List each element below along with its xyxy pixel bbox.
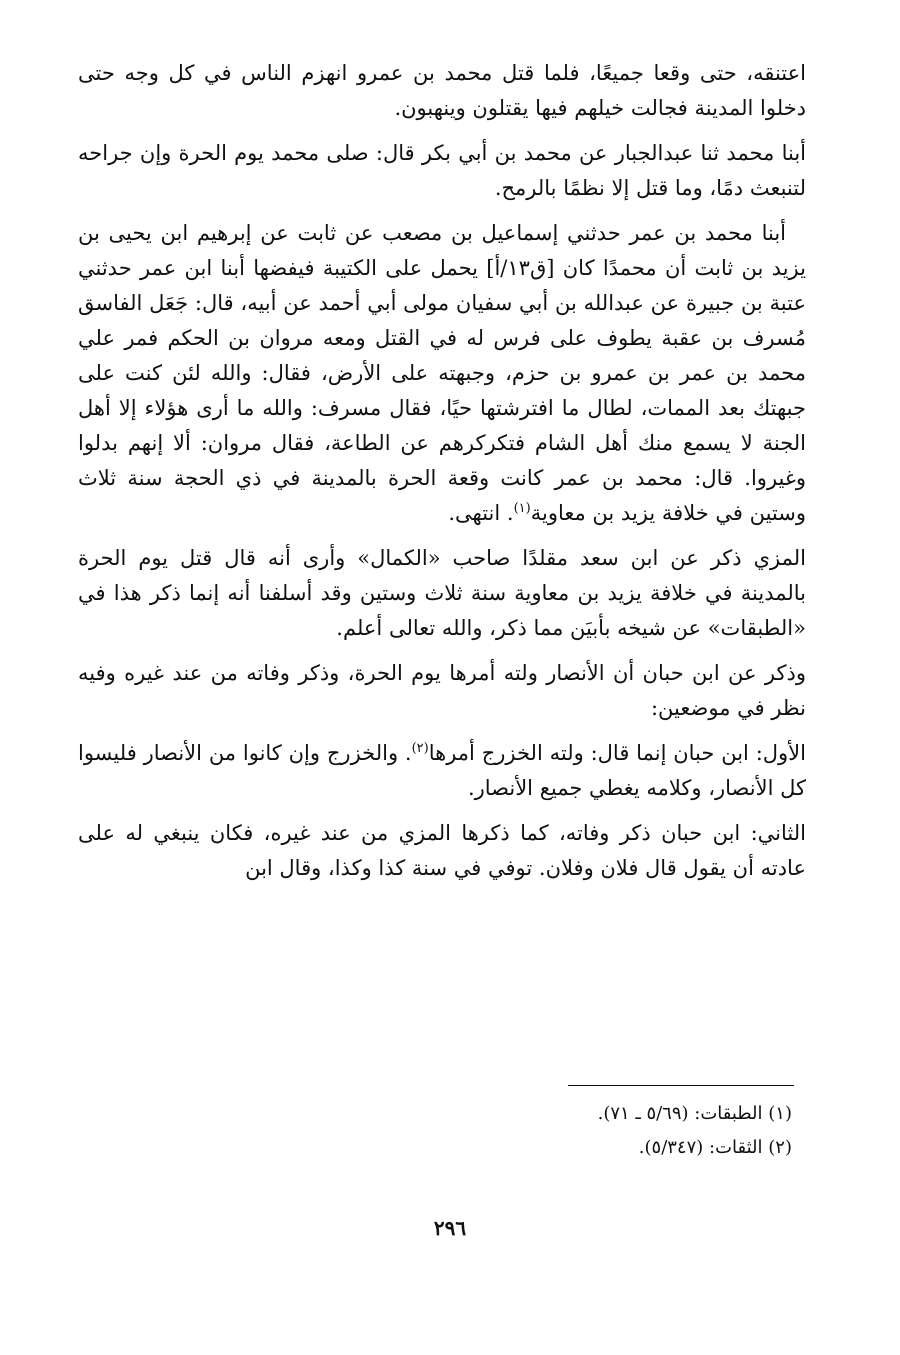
paragraph-text: الثاني: ابن حبان ذكر وفاته، كما ذكرها المزي من عند غيره، فكان ينبغي له على عادته أن يقول قال فلان وفلان. توفي في سنة كذا وكذا، وقال ابن bbox=[78, 821, 806, 880]
paragraph-5 bbox=[78, 656, 806, 726]
paragraph-2 bbox=[78, 136, 806, 206]
paragraph-1 bbox=[78, 56, 806, 126]
paragraph-6 bbox=[78, 736, 806, 806]
paragraph-text: الأول: ابن حبان إنما قال: ولته الخزرج أمرها bbox=[428, 741, 806, 765]
paragraph-4 bbox=[78, 541, 806, 646]
paragraph-tail: . والخزرج وإن كانوا من الأنصار فليسوا كل الأنصار، وكلامه يغطي جميع الأنصار. bbox=[78, 741, 806, 800]
footnote-reference-2: (٢) bbox=[411, 741, 429, 756]
paragraph-3 bbox=[78, 216, 806, 531]
footnote-separator bbox=[568, 1085, 794, 1086]
paragraph-text: أبنا محمد بن عمر حدثني إسماعيل بن مصعب عن ثابت عن إبرهيم ابن يحيى بن يزيد بن ثابت أن محمدًا كان [ق١٣/أ] يحمل على الكتيبة فيفضها أبنا ابن عمر حدثني عتبة بن جبيرة عن عبدالله بن أبي سفيان مولى أبي أحمد عن أبيه، قال: جَعَل الفاسق مُسرف بن عقبة يطوف على فرس له في القتل ومعه مروان بن الحكم فمر علي محمد بن عمر بن عمرو بن حزم، وجبهته على الأرض، فقال: والله لئن كنت على جبهتك بعد الممات، لطال ما افترشتها حيًا، فقال مسرف: والله ما أرى هؤلاء إلا أهل الجنة لا يسمع منك أهل الشام فتكركرهم عن الطاعة، فقال مروان: ألا إنهم بدلوا وغيروا. قال: محمد بن عمر كانت وقعة الحرة بالمدينة في ذي الحجة سنة ثلاث وستين في خلافة يزيد بن معاوية bbox=[78, 221, 806, 525]
paragraph-text: أبنا محمد ثنا عبدالجبار عن محمد بن أبي بكر قال: صلى محمد يوم الحرة وإن جراحه لتنبعث دمًا، وما قتل إلا نظمًا بالرمح. bbox=[78, 141, 806, 200]
footnotes bbox=[192, 1097, 792, 1165]
main-text bbox=[78, 56, 806, 896]
paragraph-text: المزي ذكر عن ابن سعد مقلدًا صاحب «الكمال» وأرى أنه قال قتل يوم الحرة بالمدينة في خلافة يزيد بن معاوية سنة ثلاث وستين وقد أسلفنا أنه إنما ذكر هذا في «الطبقات» عن شيخه بأبيَن مما ذكر، والله تعالى أعلم. bbox=[78, 546, 806, 640]
footnote-2: (٢) الثقات: (٥/٣٤٧). bbox=[638, 1137, 792, 1158]
page-number: ٢٩٦ bbox=[433, 1216, 467, 1240]
paragraph-text: اعتنقه، حتى وقعا جميعًا، فلما قتل محمد بن عمرو انهزم الناس في كل وجه حتى دخلوا المدينة فجالت خيلهم فيها يقتلون وينهبون. bbox=[78, 61, 806, 120]
paragraph-tail: . انتهى. bbox=[448, 501, 514, 525]
paragraph-text: وذكر عن ابن حبان أن الأنصار ولته أمرها يوم الحرة، وذكر وفاته من عند غيره وفيه نظر في موضعين: bbox=[78, 661, 806, 720]
footnote-1: (١) الطبقات: (٥/٦٩ ـ ٧١). bbox=[597, 1103, 792, 1124]
paragraph-7 bbox=[78, 816, 806, 886]
footnote-reference-1: (١) bbox=[513, 501, 531, 516]
